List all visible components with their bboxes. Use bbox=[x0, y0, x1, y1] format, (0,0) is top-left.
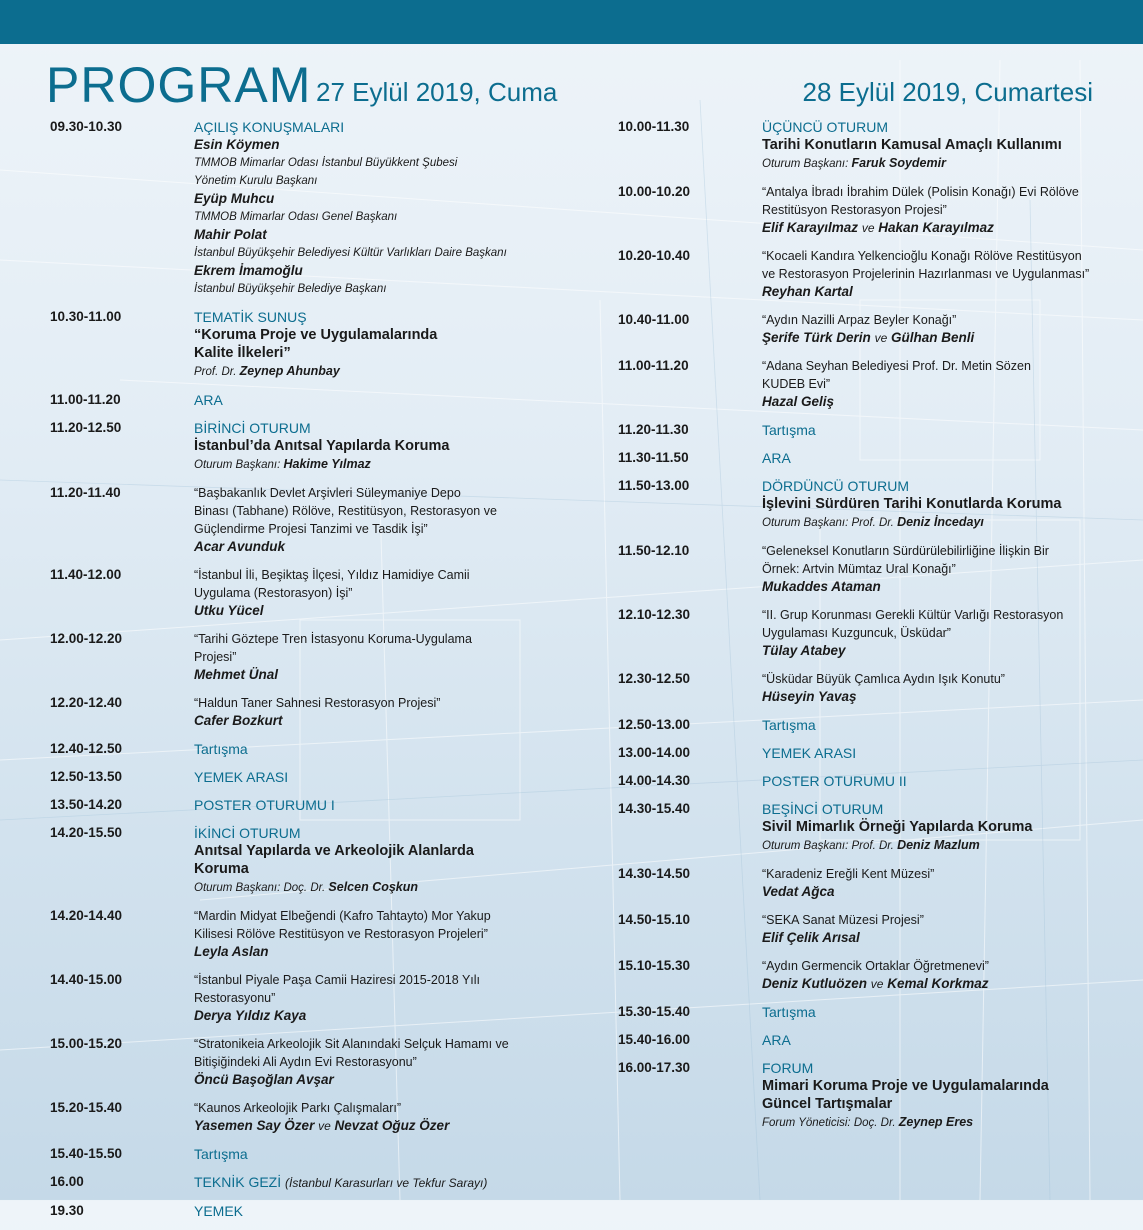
speaker-name: Mahir Polat bbox=[194, 227, 267, 242]
presenter bbox=[762, 219, 1118, 237]
chair-name: Zeynep Ahunbay bbox=[239, 364, 340, 378]
presenter bbox=[762, 329, 1118, 347]
schedule-row bbox=[50, 1173, 550, 1192]
time-slot: 14.30-15.40 bbox=[618, 801, 691, 816]
talk-title: “İstanbul Piyale Paşa Camii Haziresi 2015-2018 Yılı bbox=[194, 973, 481, 987]
slot-content bbox=[194, 740, 550, 758]
schedule-row bbox=[618, 311, 1118, 347]
time-slot: 16.00 bbox=[50, 1174, 84, 1189]
session-heading: Mimari Koruma Proje ve Uygulamalarında bbox=[762, 1078, 1049, 1094]
schedule-row bbox=[618, 865, 1118, 901]
schedule-row bbox=[618, 800, 1118, 855]
schedule-row bbox=[50, 907, 550, 961]
session-heading: Güncel Tartışmalar bbox=[762, 1096, 893, 1112]
session-chair: Oturum Başkanı: Doç. Dr. Selcen Coşkun bbox=[194, 880, 419, 894]
slot-content bbox=[194, 824, 550, 897]
slot-content bbox=[762, 357, 1118, 411]
session-note: (İstanbul Karasurları ve Tekfur Sarayı) bbox=[285, 1176, 488, 1190]
presenter-name: Yasemen Say Özer bbox=[194, 1118, 315, 1133]
session-chair: Oturum Başkanı: Prof. Dr. Deniz İncedayı bbox=[762, 515, 984, 529]
talk-title: “Geleneksel Konutların Sürdürülebilirliğine İlişkin Bir bbox=[762, 544, 1049, 558]
presenter-name: Elif Çelik Arısal bbox=[762, 930, 860, 945]
slot-content bbox=[762, 1031, 1118, 1049]
session-label: TEMATİK SUNUŞ bbox=[194, 309, 307, 325]
time-slot: 10.30-11.00 bbox=[50, 309, 122, 324]
schedule-row bbox=[618, 1003, 1118, 1021]
schedule-row bbox=[618, 957, 1118, 993]
schedule-row bbox=[50, 484, 550, 556]
time-slot: 11.20-11.30 bbox=[618, 422, 689, 437]
speaker-title: İstanbul Büyükşehir Belediyesi Kültür Varlıkları Daire Başkanı bbox=[194, 247, 507, 259]
session-label: Tartışma bbox=[762, 1004, 816, 1020]
presenter-name: Nevzat Oğuz Özer bbox=[334, 1118, 450, 1133]
presenter-name: Acar Avunduk bbox=[194, 539, 286, 554]
presenter-name: Vedat Ağca bbox=[762, 884, 835, 899]
time-slot: 14.00-14.30 bbox=[618, 773, 691, 788]
schedule-row bbox=[618, 183, 1118, 237]
day1-date: 27 Eylül 2019, Cuma bbox=[316, 77, 558, 107]
schedule-row bbox=[50, 308, 550, 381]
presenter-connector: ve bbox=[874, 331, 888, 345]
slot-content bbox=[762, 772, 1118, 790]
time-slot: 19.30 bbox=[50, 1203, 84, 1218]
time-slot: 12.50-13.00 bbox=[618, 717, 691, 732]
time-slot: 10.20-10.40 bbox=[618, 248, 691, 263]
presenter-name: Utku Yücel bbox=[194, 603, 264, 618]
time-slot: 10.40-11.00 bbox=[618, 312, 690, 327]
schedule-row bbox=[50, 971, 550, 1025]
chair-name: Hakime Yılmaz bbox=[283, 457, 371, 471]
slot-content bbox=[762, 744, 1118, 762]
talk-title: “Antalya İbradı İbrahim Dülek (Polisin Konağı) Evi Rölöve bbox=[762, 185, 1079, 199]
presenter-name: Hazal Geliş bbox=[762, 394, 835, 409]
session-heading: İstanbul’da Anıtsal Yapılarda Koruma bbox=[194, 438, 450, 454]
slot-content bbox=[194, 308, 550, 381]
session-heading: Kalite İlkeleri” bbox=[194, 345, 291, 361]
schedule-row bbox=[618, 744, 1118, 762]
schedule-row bbox=[618, 477, 1118, 532]
presenter bbox=[762, 578, 1118, 596]
time-slot: 12.10-12.30 bbox=[618, 607, 691, 622]
talk-title: Binası (Tabhane) Rölöve, Restitüsyon, Restorasyon ve bbox=[194, 504, 497, 518]
presenter-name: Deniz Kutluözen bbox=[762, 976, 867, 991]
slot-content bbox=[194, 1035, 550, 1089]
session-label: ÜÇÜNCÜ OTURUM bbox=[762, 119, 888, 135]
schedule-row bbox=[618, 606, 1118, 660]
presenter bbox=[762, 688, 1118, 706]
speaker-title: Yönetim Kurulu Başkanı bbox=[194, 175, 318, 187]
presenter-connector: ve bbox=[861, 221, 875, 235]
slot-content bbox=[762, 118, 1118, 173]
session-chair: Oturum Başkanı: Faruk Soydemir bbox=[762, 156, 946, 170]
presenter bbox=[194, 1117, 550, 1135]
time-slot: 12.00-12.20 bbox=[50, 631, 123, 646]
schedule-row bbox=[618, 542, 1118, 596]
talk-title: “Aydın Germencik Ortaklar Öğretmenevi” bbox=[762, 959, 989, 973]
session-heading: “Koruma Proje ve Uygulamalarında bbox=[194, 327, 438, 343]
time-slot: 14.40-15.00 bbox=[50, 972, 123, 987]
talk-title: Uygulama (Restorasyon) İşi” bbox=[194, 586, 353, 600]
speaker-title: TMMOB Mimarlar Odası İstanbul Büyükkent Şubesi bbox=[194, 157, 458, 169]
slot-content bbox=[762, 421, 1118, 439]
presenter-name: Öncü Başoğlan Avşar bbox=[194, 1072, 334, 1087]
slot-content bbox=[762, 957, 1118, 993]
talk-title: Örnek: Artvin Mümtaz Ural Konağı” bbox=[762, 562, 956, 576]
slot-content bbox=[762, 606, 1118, 660]
schedule-row bbox=[618, 716, 1118, 734]
schedule-row bbox=[50, 740, 550, 758]
schedule-row bbox=[50, 419, 550, 474]
schedule-row bbox=[50, 1099, 550, 1135]
presenter bbox=[194, 1071, 550, 1089]
talk-title: “Mardin Midyat Elbeğendi (Kafro Tahtayto) Mor Yakup bbox=[194, 909, 491, 923]
schedule-row bbox=[50, 824, 550, 897]
session-label: YEMEK ARASI bbox=[762, 745, 857, 761]
schedule-row bbox=[50, 566, 550, 620]
talk-title: KUDEB Evi” bbox=[762, 377, 831, 391]
time-slot: 14.30-14.50 bbox=[618, 866, 691, 881]
schedule-row bbox=[618, 1031, 1118, 1049]
time-slot: 13.50-14.20 bbox=[50, 797, 123, 812]
session-label: YEMEK bbox=[194, 1203, 244, 1219]
talk-title: “Haldun Taner Sahnesi Restorasyon Projesi” bbox=[194, 696, 441, 710]
time-slot: 12.40-12.50 bbox=[50, 741, 123, 756]
slot-content bbox=[194, 391, 550, 409]
slot-content bbox=[762, 183, 1118, 237]
session-label: FORUM bbox=[762, 1060, 814, 1076]
schedule-row bbox=[50, 768, 550, 786]
time-slot: 09.30-10.30 bbox=[50, 119, 123, 134]
talk-title: Güçlendirme Projesi Tanzimi ve Tasdik İşi” bbox=[194, 522, 428, 536]
time-slot: 11.50-13.00 bbox=[618, 478, 690, 493]
time-slot: 15.40-16.00 bbox=[618, 1032, 691, 1047]
session-heading: Anıtsal Yapılarda ve Arkeolojik Alanlarda bbox=[194, 843, 474, 859]
slot-content bbox=[194, 1173, 550, 1192]
session-heading: Koruma bbox=[194, 861, 249, 877]
talk-title: “Aydın Nazilli Arpaz Beyler Konağı” bbox=[762, 313, 957, 327]
presenter bbox=[762, 642, 1118, 660]
schedule-row bbox=[50, 694, 550, 730]
talk-title: Bitişiğindeki Ali Aydın Evi Restorasyonu” bbox=[194, 1055, 417, 1069]
session-label: ARA bbox=[194, 392, 223, 408]
talk-title: “Tarihi Göztepe Tren İstasyonu Koruma-Uygulama bbox=[194, 632, 472, 646]
time-slot: 15.40-15.50 bbox=[50, 1146, 123, 1161]
time-slot: 16.00-17.30 bbox=[618, 1060, 691, 1075]
slot-content bbox=[194, 694, 550, 730]
presenter-name: Tülay Atabey bbox=[762, 643, 846, 658]
presenter-connector: ve bbox=[318, 1119, 331, 1133]
schedule-row bbox=[618, 247, 1118, 301]
session-label: AÇILIŞ KONUŞMALARI bbox=[194, 119, 345, 135]
talk-title: “SEKA Sanat Müzesi Projesi” bbox=[762, 913, 924, 927]
time-slot: 15.30-15.40 bbox=[618, 1004, 691, 1019]
schedule-row bbox=[618, 1059, 1118, 1132]
time-slot: 15.20-15.40 bbox=[50, 1100, 123, 1115]
schedule-row bbox=[618, 357, 1118, 411]
talk-title: “Üsküdar Büyük Çamlıca Aydın Işık Konutu” bbox=[762, 672, 1005, 686]
slot-content bbox=[194, 419, 550, 474]
time-slot: 11.50-12.10 bbox=[618, 543, 690, 558]
talk-title: Projesi” bbox=[194, 650, 237, 664]
presenter bbox=[762, 283, 1118, 301]
schedule-row bbox=[50, 630, 550, 684]
talk-title: Restitüsyon Restorasyon Projesi” bbox=[762, 203, 947, 217]
speaker-name: Esin Köymen bbox=[194, 137, 280, 152]
session-label: POSTER OTURUMU I bbox=[194, 797, 335, 813]
slot-content bbox=[194, 1202, 550, 1220]
session-label: Tartışma bbox=[194, 1146, 248, 1162]
slot-content bbox=[762, 247, 1118, 301]
slot-content bbox=[762, 449, 1118, 467]
schedule-row bbox=[50, 1035, 550, 1089]
slot-content bbox=[194, 971, 550, 1025]
slot-content bbox=[194, 1099, 550, 1135]
presenter-name: Derya Yıldız Kaya bbox=[194, 1008, 307, 1023]
speaker-title: TMMOB Mimarlar Odası Genel Başkanı bbox=[194, 211, 398, 223]
slot-content bbox=[762, 800, 1118, 855]
time-slot: 11.20-12.50 bbox=[50, 420, 122, 435]
time-slot: 10.00-11.30 bbox=[618, 119, 690, 134]
slot-content bbox=[762, 865, 1118, 901]
presenter-name: Kemal Korkmaz bbox=[887, 976, 989, 991]
session-label: Tartışma bbox=[194, 741, 248, 757]
slot-content bbox=[762, 670, 1118, 706]
schedule-row bbox=[618, 670, 1118, 706]
session-chair: Oturum Başkanı: Prof. Dr. Deniz Mazlum bbox=[762, 838, 980, 852]
session-label: POSTER OTURUMU II bbox=[762, 773, 907, 789]
session-label: TEKNİK GEZİ (İstanbul Karasurları ve Tekfur Sarayı) bbox=[194, 1174, 488, 1190]
talk-title: ve Restorasyon Projelerinin Hazırlanması ve Uygulanması” bbox=[762, 267, 1090, 281]
talk-title: “Adana Seyhan Belediyesi Prof. Dr. Metin Sözen bbox=[762, 359, 1031, 373]
presenter-name: Mehmet Ünal bbox=[194, 667, 279, 682]
session-chair: Prof. Dr. Zeynep Ahunbay bbox=[194, 364, 340, 378]
talk-title: Restorasyonu” bbox=[194, 991, 276, 1005]
schedule-row bbox=[50, 796, 550, 814]
time-slot: 12.50-13.50 bbox=[50, 769, 123, 784]
session-chair: Forum Yöneticisi: Doç. Dr. Zeynep Eres bbox=[762, 1115, 974, 1129]
time-slot: 12.20-12.40 bbox=[50, 695, 123, 710]
slot-content bbox=[762, 911, 1118, 947]
presenter bbox=[194, 666, 550, 684]
day2-schedule bbox=[618, 118, 1118, 1142]
slot-content bbox=[194, 484, 550, 556]
talk-title: “İstanbul İli, Beşiktaş İlçesi, Yıldız Hamidiye Camii bbox=[194, 568, 470, 582]
chair-name: Deniz İncedayı bbox=[897, 515, 984, 529]
day2-date: 28 Eylül 2019, Cumartesi bbox=[802, 77, 1093, 107]
presenter-name: Mukaddes Ataman bbox=[762, 579, 881, 594]
session-label: YEMEK ARASI bbox=[194, 769, 289, 785]
time-slot: 14.20-14.40 bbox=[50, 908, 123, 923]
time-slot: 11.30-11.50 bbox=[618, 450, 689, 465]
talk-title: “Kaunos Arkeolojik Parkı Çalışmaları” bbox=[194, 1101, 402, 1115]
schedule-row bbox=[618, 118, 1118, 173]
slot-content bbox=[762, 1059, 1118, 1132]
schedule-row bbox=[50, 118, 550, 298]
time-slot: 11.00-11.20 bbox=[50, 392, 121, 407]
talk-title: “Başbakanlık Devlet Arşivleri Süleymaniye Depo bbox=[194, 486, 461, 500]
presenter bbox=[194, 538, 550, 556]
presenter bbox=[762, 393, 1118, 411]
presenter-name: Reyhan Kartal bbox=[762, 284, 853, 299]
slot-content bbox=[762, 311, 1118, 347]
slot-content bbox=[194, 630, 550, 684]
presenter-name: Gülhan Benli bbox=[891, 330, 975, 345]
speaker-name: Eyüp Muhcu bbox=[194, 191, 275, 206]
presenter bbox=[194, 602, 550, 620]
session-label: DÖRDÜNCÜ OTURUM bbox=[762, 478, 909, 494]
speaker-title: İstanbul Büyükşehir Belediye Başkanı bbox=[194, 283, 387, 295]
time-slot: 14.50-15.10 bbox=[618, 912, 691, 927]
talk-title: “Kocaeli Kandıra Yelkencioğlu Konağı Rölöve Restitüsyon bbox=[762, 249, 1082, 263]
schedule-row bbox=[618, 772, 1118, 790]
time-slot: 11.00-11.20 bbox=[618, 358, 689, 373]
time-slot: 12.30-12.50 bbox=[618, 671, 691, 686]
time-slot: 13.00-14.00 bbox=[618, 745, 691, 760]
session-label: İKİNCİ OTURUM bbox=[194, 825, 301, 841]
time-slot: 14.20-15.50 bbox=[50, 825, 123, 840]
presenter bbox=[762, 929, 1118, 947]
schedule-row bbox=[618, 421, 1118, 439]
schedule-row bbox=[618, 449, 1118, 467]
chair-name: Selcen Coşkun bbox=[328, 880, 419, 894]
talk-title: Uygulaması Kuzguncuk, Üsküdar” bbox=[762, 626, 951, 640]
chair-name: Zeynep Eres bbox=[898, 1115, 974, 1129]
presenter-name: Hakan Karayılmaz bbox=[878, 220, 994, 235]
session-label: ARA bbox=[762, 450, 791, 466]
session-label: ARA bbox=[762, 1032, 791, 1048]
talk-title: “II. Grup Korunması Gerekli Kültür Varlığı Restorasyon bbox=[762, 608, 1064, 622]
talk-title: Kilisesi Rölöve Restitüsyon ve Restorasyon Projeleri” bbox=[194, 927, 488, 941]
schedule-row bbox=[50, 391, 550, 409]
slot-content bbox=[762, 542, 1118, 596]
slot-content bbox=[194, 1145, 550, 1163]
session-heading: İşlevini Sürdüren Tarihi Konutlarda Koruma bbox=[762, 496, 1062, 512]
chair-name: Deniz Mazlum bbox=[897, 838, 980, 852]
slot-content bbox=[194, 118, 550, 298]
time-slot: 15.10-15.30 bbox=[618, 958, 691, 973]
session-heading: Sivil Mimarlık Örneği Yapılarda Koruma bbox=[762, 819, 1033, 835]
speaker-name: Ekrem İmamoğlu bbox=[194, 263, 303, 278]
slot-content bbox=[194, 566, 550, 620]
time-slot: 10.00-10.20 bbox=[618, 184, 691, 199]
presenter bbox=[194, 1007, 550, 1025]
session-heading: Tarihi Konutların Kamusal Amaçlı Kullanımı bbox=[762, 137, 1062, 153]
time-slot: 11.40-12.00 bbox=[50, 567, 122, 582]
slot-content bbox=[762, 477, 1118, 532]
chair-name: Faruk Soydemir bbox=[851, 156, 946, 170]
session-chair: Oturum Başkanı: Hakime Yılmaz bbox=[194, 457, 371, 471]
slot-content bbox=[762, 716, 1118, 734]
time-slot: 11.20-11.40 bbox=[50, 485, 121, 500]
presenter-name: Elif Karayılmaz bbox=[762, 220, 859, 235]
day1-schedule bbox=[50, 118, 550, 1230]
presenter-name: Cafer Bozkurt bbox=[194, 713, 283, 728]
presenter bbox=[762, 883, 1118, 901]
presenter-name: Leyla Aslan bbox=[194, 944, 269, 959]
slot-content bbox=[194, 768, 550, 786]
slot-content bbox=[194, 907, 550, 961]
schedule-row bbox=[50, 1202, 550, 1220]
presenter bbox=[194, 712, 550, 730]
page-title: PROGRAM bbox=[46, 57, 312, 113]
presenter bbox=[194, 943, 550, 961]
session-label: Tartışma bbox=[762, 422, 816, 438]
session-label: BİRİNCİ OTURUM bbox=[194, 420, 311, 436]
talk-title: “Stratonikeia Arkeolojik Sit Alanındaki Selçuk Hamamı ve bbox=[194, 1037, 509, 1051]
schedule-row bbox=[618, 911, 1118, 947]
session-label: Tartışma bbox=[762, 717, 816, 733]
presenter-name: Şerife Türk Derin bbox=[762, 330, 871, 345]
schedule-row bbox=[50, 1145, 550, 1163]
time-slot: 15.00-15.20 bbox=[50, 1036, 123, 1051]
top-banner bbox=[0, 0, 1143, 44]
presenter bbox=[762, 975, 1118, 993]
session-label: BEŞİNCİ OTURUM bbox=[762, 801, 884, 817]
slot-content bbox=[762, 1003, 1118, 1021]
talk-title: “Karadeniz Ereğli Kent Müzesi” bbox=[762, 867, 935, 881]
presenter-connector: ve bbox=[870, 977, 884, 991]
presenter-name: Hüseyin Yavaş bbox=[762, 689, 857, 704]
slot-content bbox=[194, 796, 550, 814]
